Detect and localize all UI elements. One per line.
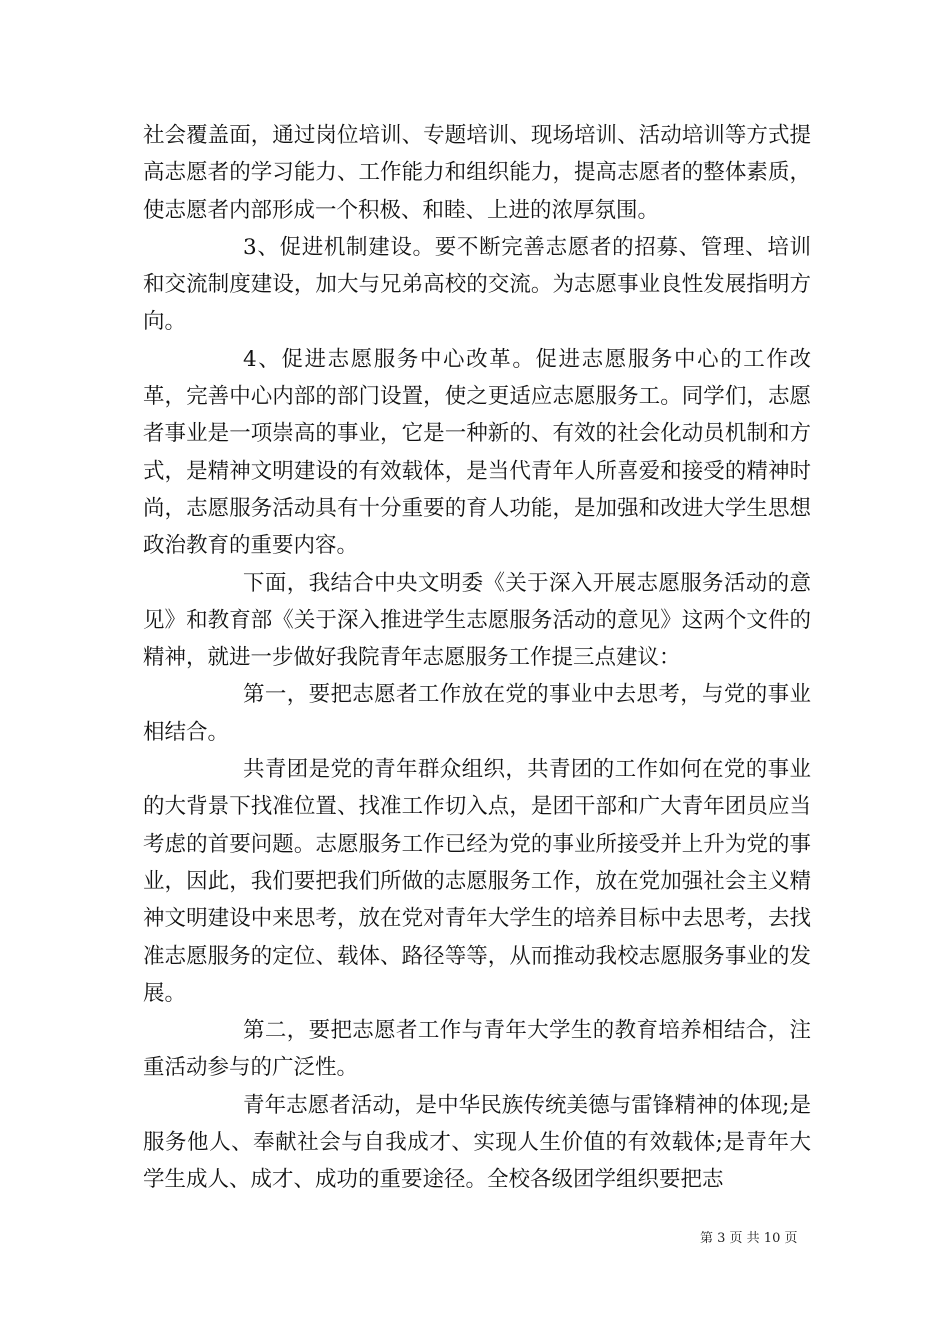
paragraph-mechanism: 3、促进机制建设。要不断完善志愿者的招募、管理、培训和交流制度建设，加大与兄弟高校的交流。为志愿事业良性发展指明方向。: [143, 234, 811, 335]
paragraph-first-point: 第一，要把志愿者工作放在党的事业中去思考，与党的事业相结合。: [143, 682, 811, 745]
paragraph-continuation: 社会覆盖面，通过岗位培训、专题培训、现场培训、活动培训等方式提高志愿者的学习能力、工作能力和组织能力，提高志愿者的整体素质，使志愿者内部形成一个积极、和睦、上进的浓厚氛围。: [143, 123, 811, 223]
page-number: 第 3 页 共 10 页: [700, 1231, 798, 1246]
paragraph-volunteer-activity: 青年志愿者活动，是中华民族传统美德与雷锋精神的体现;是服务他人、奉献社会与自我成才、实现人生价值的有效载体;是青年大学生成人、成才、成功的重要途径。全校各级团学组织要把志: [143, 1092, 811, 1193]
paragraph-suggestions-intro: 下面，我结合中央文明委《关于深入开展志愿服务活动的意见》和教育部《关于深入推进学生志愿服务活动的意见》这两个文件的精神，就进一步做好我院青年志愿服务工作提三点建议：: [143, 570, 811, 671]
paragraph-center-reform: 4、促进志愿服务中心改革。促进志愿服务中心的工作改革，完善中心内部的部门设置，使之更适应志愿服务工。同学们，志愿者事业是一项崇高的事业，它是一种新的、有效的社会化动员机制和方式，是精神文明建设的有效载体，是当代青年人所喜爱和接受的精神时尚，志愿服务活动具有十分重要的育人功能，是加强和改进大学生思想政治教育的重要内容。: [143, 346, 811, 559]
body-text: [143, 117, 811, 1199]
paragraph-youth-league: 共青团是党的青年群众组织，共青团的工作如何在党的事业的大背景下找准位置、找准工作切入点，是团干部和广大青年团员应当考虑的首要问题。志愿服务工作已经为党的事业所接受并上升为党的事业，因此，我们要把我们所做的志愿服务工作，放在党加强社会主义精神文明建设中来思考，放在党对青年大学生的培养目标中去思考，去找准志愿服务的定位、载体、路径等等，从而推动我校志愿服务事业的发展。: [143, 757, 811, 1006]
paragraph-second-point: 第二，要把志愿者工作与青年大学生的教育培养相结合，注重活动参与的广泛性。: [143, 1018, 811, 1081]
